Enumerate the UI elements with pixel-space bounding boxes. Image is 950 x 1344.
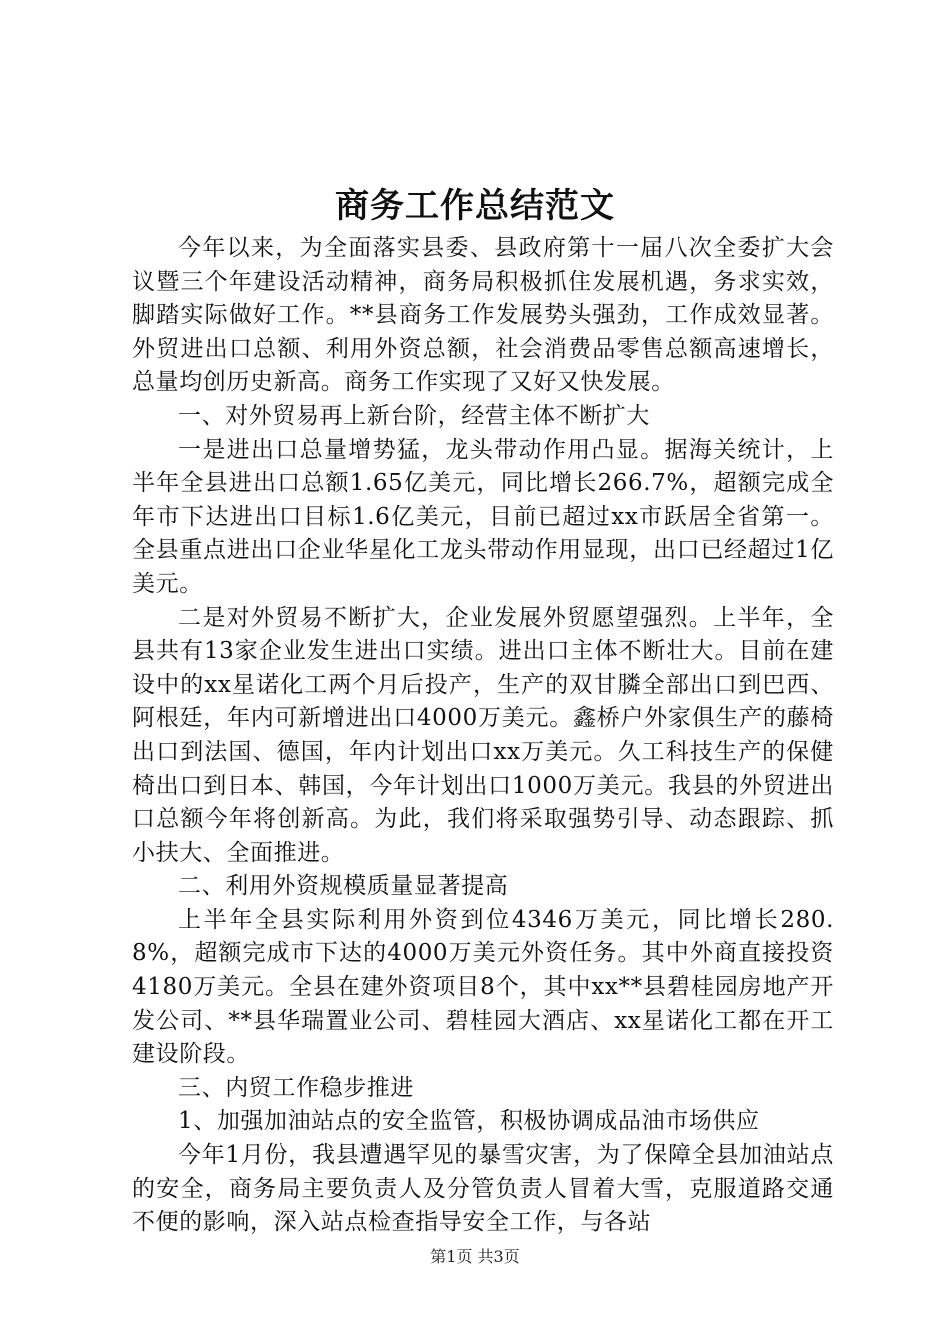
subsection-heading-gas-stations: 1、加强加油站点的安全监管，积极协调成品油市场供应 bbox=[178, 1108, 760, 1135]
intro-paragraph: 今年以来，为全面落实县委、县政府第十一届八次全委扩大会议暨三个年建设活动精神，商务局积极抓住发展机遇，务求实效，脚踏实际做好工作。**县商务工作发展势头强劲，工作成效显著。外贸进出口总额、利用外资总额，社会消费品零售总额高速增长，总量均创历史新高。商务工作实现了又好又快发展。 bbox=[132, 235, 834, 396]
paragraph-snow-disaster: 今年1月份，我县遭遇罕见的暴雪灾害，为了保障全县加油站点的安全，商务局主要负责人及分管负责人冒着大雪，克服道路交通不便的影响，深入站点检查指导安全工作，与各站 bbox=[132, 1142, 834, 1236]
section-heading-foreign-trade: 一、对外贸易再上新台阶，经营主体不断扩大 bbox=[178, 402, 650, 429]
section-heading-foreign-investment: 二、利用外资规模质量显著提高 bbox=[178, 873, 509, 900]
paragraph-trade-expansion: 二是对外贸易不断扩大，企业发展外贸愿望强烈。上半年，全县共有13家企业发生进出口实绩。进出口主体不断壮大。目前在建设中的xx星诺化工两个月后投产，生产的双甘膦全部出口到巴西、阿根廷，年内可新增进出口4000万美元。鑫桥户外家俱生产的藤椅出口到法国、德国，年内计划出口xx万美元。久工科技生产的保健椅出口到日本、韩国，今年计划出口1000万美元。我县的外贸进出口总额今年将创新高。为此，我们将采取强势引导、动态跟踪、抓小扶大、全面推进。 bbox=[132, 604, 834, 866]
paragraph-import-export-total: 一是进出口总量增势猛，龙头带动作用凸显。据海关统计，上半年全县进出口总额1.65亿美元，同比增长266.7%，超额完成全年市下达进出口目标1.6亿美元，目前已超过xx市跃居全省第一。全县重点进出口企业华星化工龙头带动作用显现，出口已经超过1亿美元。 bbox=[132, 436, 834, 597]
document-body bbox=[132, 232, 834, 1240]
document-title: 商务工作总结范文 bbox=[335, 186, 615, 226]
page-number-footer: 第1页 共3页 bbox=[430, 1247, 520, 1266]
section-heading-domestic-trade: 三、内贸工作稳步推进 bbox=[178, 1074, 414, 1101]
paragraph-foreign-investment: 上半年全县实际利用外资到位4346万美元，同比增长280.8%，超额完成市下达的4000万美元外资任务。其中外商直接投资4180万美元。全县在建外资项目8个，其中xx**县碧桂园房地产开发公司、**县华瑞置业公司、碧桂园大酒店、xx星诺化工都在开工建设阶段。 bbox=[132, 906, 834, 1068]
